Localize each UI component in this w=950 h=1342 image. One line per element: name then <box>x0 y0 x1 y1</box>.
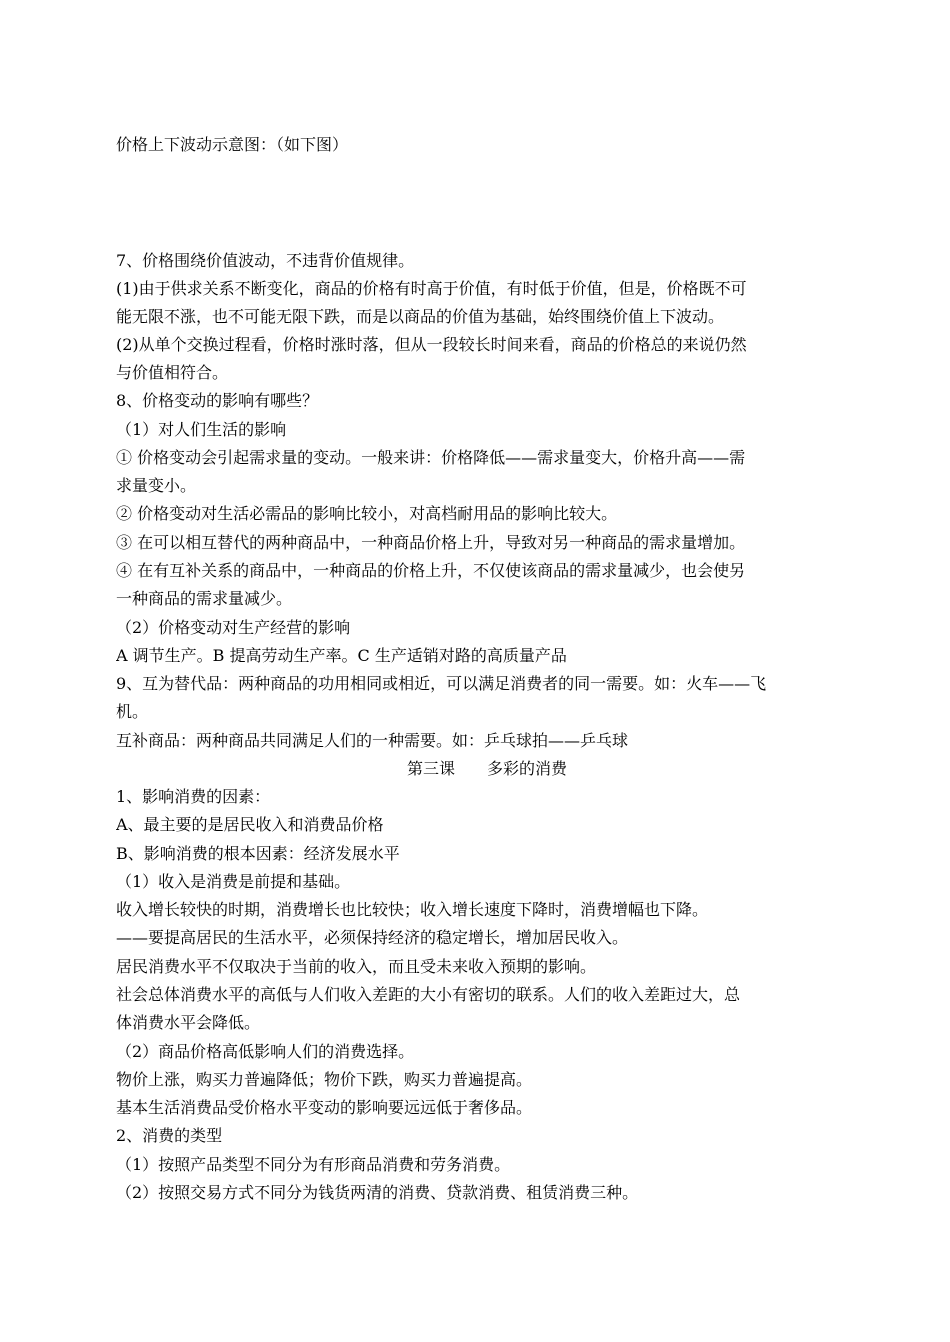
section-heading: 1、影响消费的因素： <box>116 787 271 806</box>
paragraph-line: ③ 在可以相互替代的两种商品中，一种商品价格上升，导致对另一种商品的需求量增加。 <box>116 533 746 552</box>
paragraph-line: 社会总体消费水平的高低与人们收入差距的大小有密切的联系。人们的收入差距过大，总 <box>116 985 741 1004</box>
paragraph-line: （2）按照交易方式不同分为钱货两清的消费、贷款消费、租赁消费三种。 <box>116 1183 639 1202</box>
paragraph-line: ——要提高居民的生活水平，必须保持经济的稳定增长，增加居民收入。 <box>116 928 629 947</box>
paragraph-line: 求量变小。 <box>116 476 197 495</box>
paragraph-line: (2)从单个交换过程看，价格时涨时落，但从一段较长时间来看，商品的价格总的来说仍然 <box>116 335 747 354</box>
paragraph-line: 能无限不涨，也不可能无限下跌，而是以商品的价值为基础，始终围绕价值上下波动。 <box>116 307 725 326</box>
section-heading: 2、消费的类型 <box>116 1126 223 1145</box>
paragraph-line: 互补商品：两种商品共同满足人们的一种需要。如：乒乓球拍——乒乓球 <box>116 731 629 750</box>
paragraph-line: A、最主要的是居民收入和消费品价格 <box>116 815 384 834</box>
paragraph-line: 与价值相符合。 <box>116 363 229 382</box>
lesson-title: 第三课 多彩的消费 <box>406 759 567 778</box>
sub-heading: （2）价格变动对生产经营的影响 <box>116 618 351 637</box>
paragraph-line: 物价上涨，购买力普遍降低；物价下跌，购买力普遍提高。 <box>116 1070 533 1089</box>
paragraph-line: B、影响消费的根本因素：经济发展水平 <box>116 844 400 863</box>
paragraph-line: ② 价格变动对生活必需品的影响比较小，对高档耐用品的影响比较大。 <box>116 504 618 523</box>
section-heading: 7、价格围绕价值波动，不违背价值规律。 <box>116 251 415 270</box>
section-heading: 9、互为替代品：两种商品的功用相同或相近，可以满足消费者的同一需要。如：火车——飞 <box>116 674 767 693</box>
sub-heading: （1）对人们生活的影响 <box>116 420 287 439</box>
paragraph-line: 居民消费水平不仅取决于当前的收入，而且受未来收入预期的影响。 <box>116 957 597 976</box>
section-heading: 8、价格变动的影响有哪些？ <box>116 391 319 410</box>
paragraph-line: 基本生活消费品受价格水平变动的影响要远远低于奢侈品。 <box>116 1098 533 1117</box>
paragraph-line: 收入增长较快的时期，消费增长也比较快；收入增长速度下降时，消费增幅也下降。 <box>116 900 709 919</box>
paragraph-line: （1）按照产品类型不同分为有形商品消费和劳务消费。 <box>116 1155 511 1174</box>
paragraph-line: ① 价格变动会引起需求量的变动。一般来讲：价格降低——需求量变大，价格升高——需 <box>116 448 746 467</box>
paragraph-line: A 调节生产。B 提高劳动生产率。C 生产适销对路的高质量产品 <box>116 646 567 665</box>
paragraph-line: 机。 <box>116 702 149 721</box>
paragraph-line: ④ 在有互补关系的商品中，一种商品的价格上升，不仅使该商品的需求量减少，也会使另 <box>116 561 746 580</box>
sub-heading: （1）收入是消费是前提和基础。 <box>116 872 351 891</box>
paragraph-line: 一种商品的需求量减少。 <box>116 589 293 608</box>
paragraph-line: (1)由于供求关系不断变化，商品的价格有时高于价值，有时低于价值，但是，价格既不可 <box>116 279 747 298</box>
sub-heading: （2）商品价格高低影响人们的消费选择。 <box>116 1042 415 1061</box>
figure-caption: 价格上下波动示意图：（如下图） <box>116 135 349 154</box>
paragraph-line: 体消费水平会降低。 <box>116 1013 261 1032</box>
